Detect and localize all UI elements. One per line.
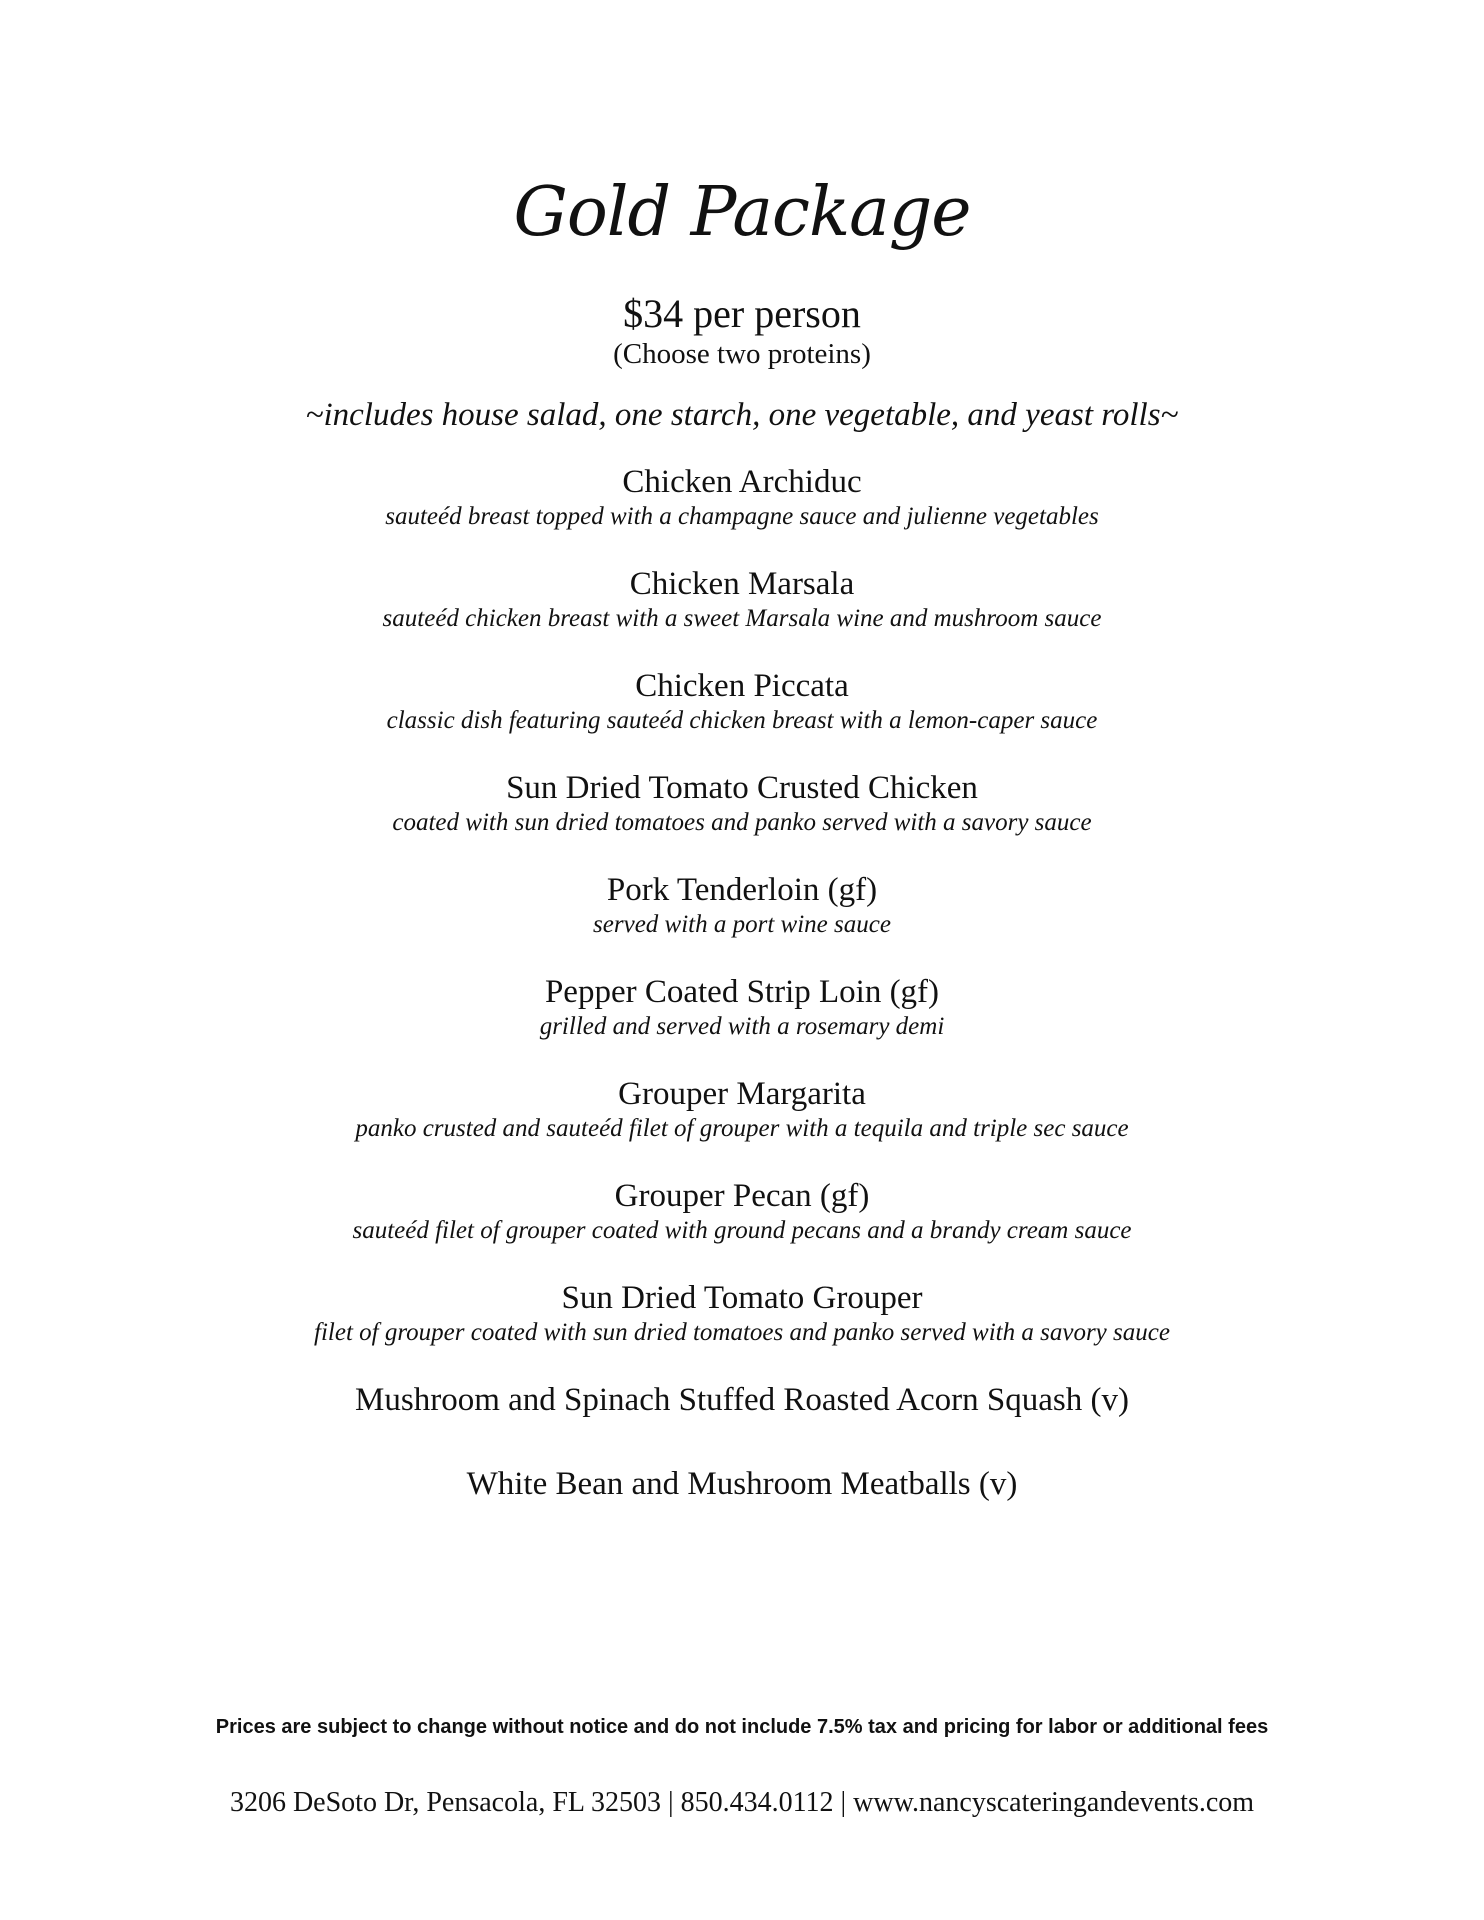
menu-item-description: classic dish featuring sauteéd chicken breast with a lemon-caper sauce	[386, 707, 1098, 734]
menu-item	[0, 462, 1484, 532]
menu-item	[0, 1278, 1484, 1348]
menu-item	[0, 768, 1484, 838]
price-per-person: $34 per person	[623, 291, 861, 336]
menu-item-name: Sun Dried Tomato Grouper	[561, 1280, 923, 1316]
pricing-disclaimer: Prices are subject to change without notice and do not include 7.5% tax and pricing for labor or additional fees	[215, 1716, 1269, 1738]
menu-item	[0, 1464, 1484, 1504]
menu-item-name: Chicken Archiduc	[622, 464, 862, 500]
menu-item-description: served with a port wine sauce	[593, 911, 891, 938]
menu-item	[0, 666, 1484, 736]
menu-item	[0, 870, 1484, 940]
menu-item-description: coated with sun dried tomatoes and panko served with a savory sauce	[392, 809, 1092, 836]
menu-item-name: Pepper Coated Strip Loin (gf)	[544, 974, 940, 1010]
menu-item-name: Pork Tenderloin (gf)	[606, 872, 878, 908]
contact-footer: 3206 DeSoto Dr, Pensacola, FL 32503 | 850.434.0112 | www.nancyscateringandevents.com	[229, 1787, 1255, 1818]
menu-item-description: sauteéd breast topped with a champagne sauce and julienne vegetables	[385, 503, 1099, 530]
menu-item-name: Sun Dried Tomato Crusted Chicken	[506, 770, 978, 806]
menu-item	[0, 1074, 1484, 1144]
menu-item	[0, 1176, 1484, 1246]
includes-line: ~includes house salad, one starch, one vegetable, and yeast rolls~	[305, 397, 1179, 433]
menu-item-name: Grouper Margarita	[618, 1076, 866, 1112]
page-title: Gold Package	[513, 173, 971, 252]
menu-item-description: panko crusted and sauteéd filet of grouper with a tequila and triple sec sauce	[355, 1115, 1129, 1142]
menu-item-description: grilled and served with a rosemary demi	[539, 1013, 945, 1040]
menu-item	[0, 1380, 1484, 1420]
price-note: (Choose two proteins)	[613, 338, 871, 370]
menu-item	[0, 564, 1484, 634]
menu-item-name: Grouper Pecan (gf)	[614, 1178, 870, 1214]
menu-item-description: filet of grouper coated with sun dried tomatoes and panko served with a savory sauce	[314, 1319, 1170, 1346]
menu-item-name: Mushroom and Spinach Stuffed Roasted Acorn Squash (v)	[355, 1382, 1129, 1418]
menu-item	[0, 972, 1484, 1042]
menu-item-name: Chicken Marsala	[629, 566, 855, 602]
menu-item-name: Chicken Piccata	[635, 668, 849, 704]
menu-item-description: sauteéd filet of grouper coated with ground pecans and a brandy cream sauce	[352, 1217, 1132, 1244]
menu-item-name: White Bean and Mushroom Meatballs (v)	[466, 1466, 1018, 1502]
menu-item-description: sauteéd chicken breast with a sweet Marsala wine and mushroom sauce	[382, 605, 1102, 632]
